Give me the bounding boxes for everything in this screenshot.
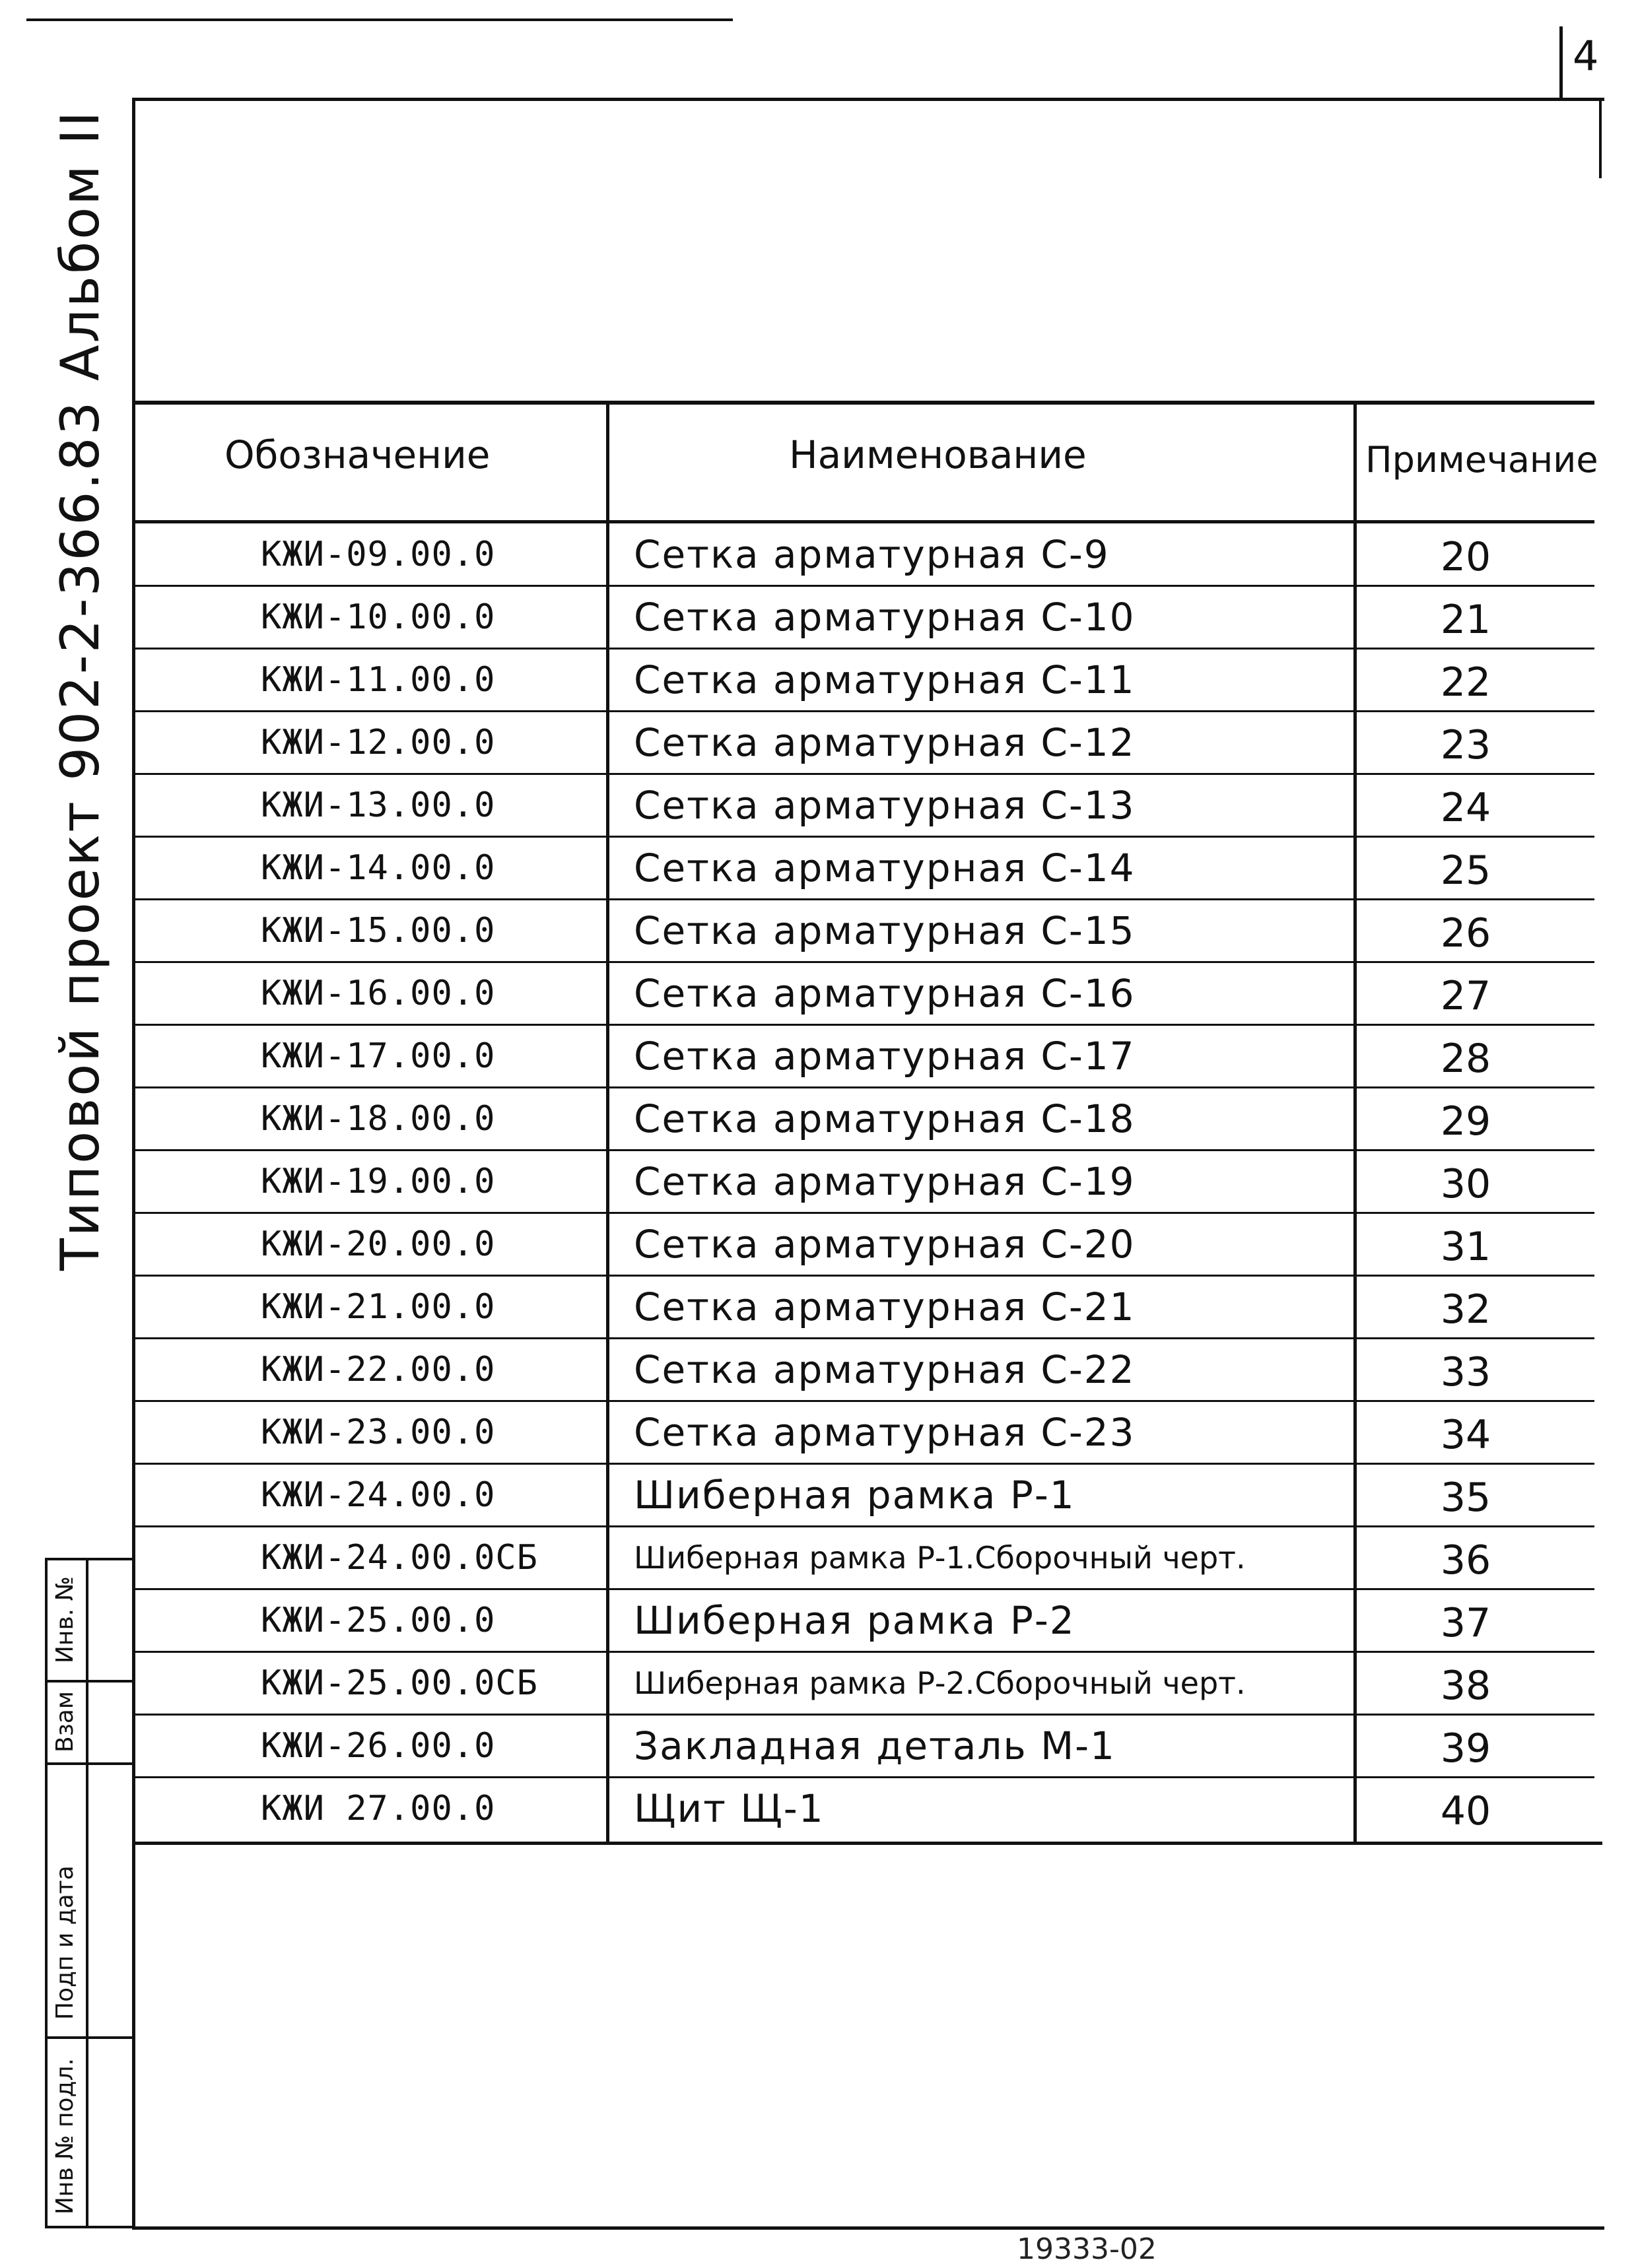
row-note: 33 — [1440, 1349, 1491, 1395]
row-note: 21 — [1440, 597, 1491, 643]
row-divider — [135, 710, 1594, 712]
top-rule — [26, 18, 733, 21]
row-name: Сетка арматурная С-22 — [634, 1347, 1136, 1392]
row-code: КЖИ-22.00.0 — [261, 1350, 496, 1389]
table-header-bottom — [135, 520, 1594, 523]
stamp-sep-2 — [45, 1762, 132, 1765]
header-note: Примечание — [1365, 439, 1598, 481]
row-note: 40 — [1440, 1788, 1491, 1834]
row-note: 39 — [1440, 1725, 1491, 1772]
row-code: КЖИ-16.00.0 — [261, 974, 496, 1013]
row-divider — [135, 1337, 1594, 1339]
row-code: КЖИ-24.00.0 — [261, 1475, 496, 1515]
row-code: КЖИ-24.00.0СБ — [261, 1538, 538, 1578]
row-name: Шиберная рамка Р-2 — [634, 1598, 1075, 1643]
row-name: Сетка арматурная С-18 — [634, 1096, 1136, 1141]
row-divider — [135, 1149, 1594, 1151]
row-note: 22 — [1440, 659, 1491, 706]
row-divider — [135, 1086, 1594, 1088]
row-code: КЖИ-26.00.0 — [261, 1726, 496, 1766]
row-name: Сетка арматурная С-14 — [634, 846, 1136, 890]
row-divider — [135, 1776, 1594, 1778]
row-note: 32 — [1440, 1286, 1491, 1333]
row-divider — [135, 1275, 1594, 1277]
row-divider — [135, 1212, 1594, 1214]
col-divider-2 — [1353, 403, 1357, 1843]
row-note: 24 — [1440, 785, 1491, 831]
row-note: 26 — [1440, 910, 1491, 956]
row-name: Сетка арматурная С-12 — [634, 720, 1136, 765]
row-code: КЖИ 27.00.0 — [261, 1789, 496, 1828]
page-number: 4 — [1573, 32, 1599, 80]
col-divider-1 — [606, 403, 609, 1843]
row-note: 30 — [1440, 1161, 1491, 1207]
row-code: КЖИ-09.00.0 — [261, 535, 496, 574]
stamp-bottom — [45, 2226, 132, 2228]
row-divider — [135, 836, 1594, 838]
stamp-sep-1 — [45, 1680, 132, 1683]
row-note: 20 — [1440, 534, 1491, 580]
row-divider — [135, 898, 1594, 900]
row-divider — [135, 1463, 1594, 1465]
stamp-divider — [86, 1558, 88, 2228]
row-note: 23 — [1440, 722, 1491, 768]
row-code: КЖИ-13.00.0 — [261, 785, 496, 825]
row-note: 34 — [1440, 1412, 1491, 1458]
row-note: 29 — [1440, 1098, 1491, 1145]
row-divider — [135, 1588, 1594, 1590]
row-name: Сетка арматурная С-15 — [634, 908, 1136, 953]
row-code: КЖИ-18.00.0 — [261, 1099, 496, 1139]
row-code: КЖИ-10.00.0 — [261, 597, 496, 637]
row-name: Сетка арматурная С-13 — [634, 783, 1136, 828]
row-note: 38 — [1440, 1663, 1491, 1709]
header-name: Наименование — [789, 432, 1087, 477]
row-divider — [135, 773, 1594, 775]
row-name: Сетка арматурная С-9 — [634, 532, 1110, 577]
row-name: Сетка арматурная С-16 — [634, 971, 1136, 1016]
row-divider — [135, 585, 1594, 587]
row-divider — [135, 1714, 1594, 1716]
row-code: КЖИ-20.00.0 — [261, 1224, 496, 1264]
row-name: Шиберная рамка Р-2.Сборочный черт. — [634, 1665, 1246, 1701]
stamp-inv-podl: Инв № подл. — [51, 2058, 79, 2215]
row-name: Сетка арматурная С-17 — [634, 1034, 1136, 1079]
stamp-vzam: Взам — [51, 1690, 79, 1752]
row-divider — [135, 1525, 1594, 1527]
row-note: 31 — [1440, 1224, 1491, 1270]
row-divider — [135, 961, 1594, 963]
row-divider — [135, 1400, 1594, 1402]
row-name: Сетка арматурная С-11 — [634, 657, 1136, 702]
row-name: Сетка арматурная С-10 — [634, 595, 1136, 640]
row-code: КЖИ-14.00.0 — [261, 848, 496, 888]
table-bottom-border — [135, 1842, 1602, 1845]
row-code: КЖИ-25.00.0СБ — [261, 1663, 538, 1703]
row-note: 25 — [1440, 848, 1491, 894]
stamp-inv-no: Инв. № — [51, 1576, 79, 1663]
row-divider — [135, 1651, 1594, 1653]
stamp-sep-3 — [45, 2036, 132, 2039]
row-note: 37 — [1440, 1600, 1491, 1646]
row-name: Закладная деталь М-1 — [634, 1723, 1116, 1768]
row-code: КЖИ-25.00.0 — [261, 1601, 496, 1640]
row-note: 27 — [1440, 973, 1491, 1019]
row-name: Шиберная рамка Р-1 — [634, 1473, 1075, 1518]
row-code: КЖИ-17.00.0 — [261, 1036, 496, 1076]
stamp-top — [45, 1558, 132, 1560]
side-title: Типовой проект 902-2-366.83 Альбом II — [50, 109, 111, 1271]
row-name: Шиберная рамка Р-1.Сборочный черт. — [634, 1540, 1246, 1576]
stamp-outer-left — [45, 1558, 48, 2228]
page-number-bar — [1559, 26, 1563, 99]
row-name: Сетка арматурная С-21 — [634, 1284, 1136, 1329]
row-name: Щит Щ-1 — [634, 1786, 825, 1831]
row-name: Сетка арматурная С-19 — [634, 1159, 1136, 1204]
row-code: КЖИ-12.00.0 — [261, 723, 496, 762]
stamp-sign-date: Подп и дата — [51, 1865, 79, 2020]
row-divider — [135, 1024, 1594, 1026]
bottom-mark: 19333-02 — [1017, 2232, 1157, 2266]
row-note: 28 — [1440, 1036, 1491, 1082]
row-divider — [135, 648, 1594, 650]
row-code: КЖИ-19.00.0 — [261, 1162, 496, 1201]
row-note: 35 — [1440, 1475, 1491, 1521]
row-code: КЖИ-23.00.0 — [261, 1413, 496, 1452]
row-note: 36 — [1440, 1537, 1491, 1584]
row-code: КЖИ-21.00.0 — [261, 1287, 496, 1327]
header-code: Обозначение — [224, 432, 491, 477]
row-name: Сетка арматурная С-23 — [634, 1410, 1136, 1455]
row-code: КЖИ-11.00.0 — [261, 660, 496, 700]
row-name: Сетка арматурная С-20 — [634, 1222, 1136, 1267]
table-top-border — [135, 401, 1594, 405]
row-code: КЖИ-15.00.0 — [261, 911, 496, 951]
